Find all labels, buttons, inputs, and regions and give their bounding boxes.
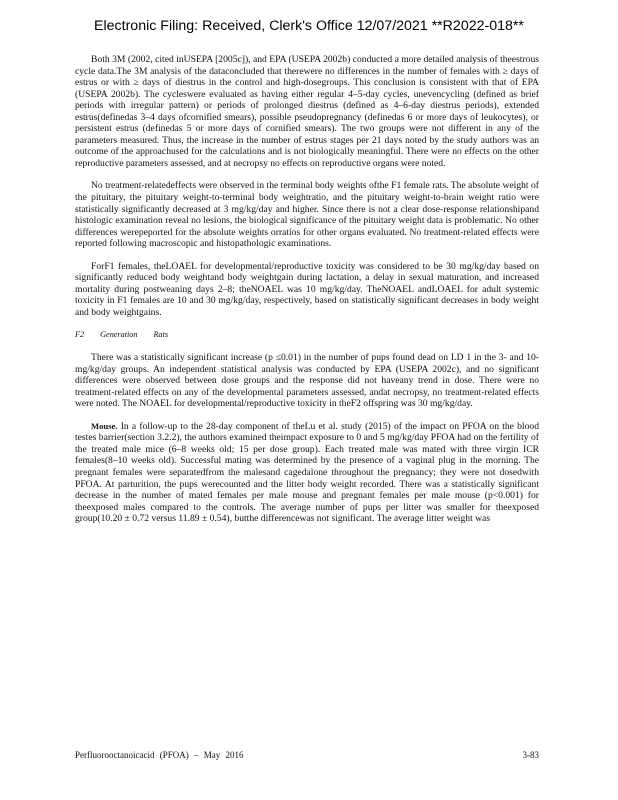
paragraph-mouse-text: In a follow-up to the 28-day component of theLu et al. study (2015) of the impact on PFOA on the blood testes barrier(section 3.2.2), the authors examined theimpact exposure to 0 and 5 mg/kg/day PFOA had on the fertility of the treated male mice (6–8 weeks old; 15 per dose group). Each treated male was mated with three virgin ICR females(8–10 weeks old). Successful mating was determined by the presence of a vaginal plug in the morning. The pregnant females were separatedfrom the malesand cagedalone throughout the pregnancy; they were not dosedwith PFOA. At parturition, the pups werecounted and the litter body weight recorded. There was a statistically significant decrease in the number of mated females per male mouse and pregnant females per male mouse (p<0.001) for theexposed males compared to the controls. The average number of pups per litter was smaller for theexposed group(10.20 ± 0.72 versus 11.89 ± 0.54), butthe differencewas not significant. The average litter weight was (75, 420, 539, 525)
document-body (75, 54, 539, 536)
paragraph-estrous-analysis: Both 3M (2002, cited inUSEPA [2005c]), and EPA (USEPA 2002b) conducted a more detailed analysis of theestrous cycle data.The 3M analysis of the dataconcluded that therewere no differences in the number of females with ≥ days of estrus or with ≥ days of diestrus in the control and high-dosegroups. This conclusion is consistent with that of EPA (USEPA 2002b). The cycleswere evaluated as having either regular 4–5-day cycles, unevencycling (defined as brief periods with irregular pattern) or periods of prolonged diestrus (defined as 4–6-day diestrus periods), extended estrus(definedas 3–4 days ofcornified smears), possible pseudopregnancy (definedas 6 or more days of leukocytes), or persistent estrus (definedas 5 or more days of cornified smears). The two groups were not different in any of the parameters measured. Thus, the increase in the number of estrus stages per 21 days noted by the study authors was an outcome of the approachused for the calculations and is not biologically meaningful. There were no effects on the other reproductive parameters assessed, and at necropsy no effects on reproductive organs were noted. (75, 54, 539, 169)
paragraph-f1-terminal-weights: No treatment-relatedeffects were observed in the terminal body weights ofthe F1 female rats. The absolute weight of the pituitary, the pituitary weight-to-terminal body weightratio, and the pituitary weight-to-brain weight ratio were statistically significantly decreased at 3 mg/kg/day and higher. Since there is not a clear dose-response relationshipand histologic examination reveal no lesions, the biological significance of the pituitary weight data is problematic. No other differences wereреported for the absolute weights orratios for other organs evaluated. No treatment-related effects were reported following macroscopic and histopathologic examinations. (75, 180, 539, 250)
paragraph-f1-loael: ForF1 females, theLOAEL for developmental/reproductive toxicity was considered to be 30 mg/kg/day based on significantly reduced body weightand body weightgain during lactation, a delay in sexual maturation, and increased mortality during postweaning days 2–8; theNOAEL was 10 mg/kg/day. TheNOAEL andLOAEL for adult systemic toxicity in F1 females are 10 and 30 mg/kg/day, respectively, based on statistically significant decreases in body weight and body weightgains. (75, 260, 539, 318)
paragraph-mouse (75, 421, 539, 525)
section-heading-f2-generation: F2 Generation Rats (75, 330, 169, 340)
paragraph-f2-pups: There was a statistically significant increase (p ≤0.01) in the number of pups found dead on LD 1 in the 3- and 10-mg/kg/day groups. An independent statistical analysis was conducted by EPA (USEPA 2002c), and no significant differences were observed between dose groups and the response did not haveany trend in dose. There were no treatment-related effects on any of the developmental parameters assessed, andat necropsy, no treatment-related effects were noted. The NOAEL for developmental/reproductive toxicity in theF2 offspring was 30 mg/kg/day. (75, 352, 539, 410)
footer-page-number: 3-83 (522, 750, 539, 760)
footer-document-title: Perfluorooctanoicacid (PFOA) – May 2016 (75, 750, 244, 760)
filing-header: Electronic Filing: Received, Clerk's Office 12/07/2021 **R2022-018** (94, 18, 524, 34)
runin-heading-mouse: Mouse. (91, 420, 118, 431)
